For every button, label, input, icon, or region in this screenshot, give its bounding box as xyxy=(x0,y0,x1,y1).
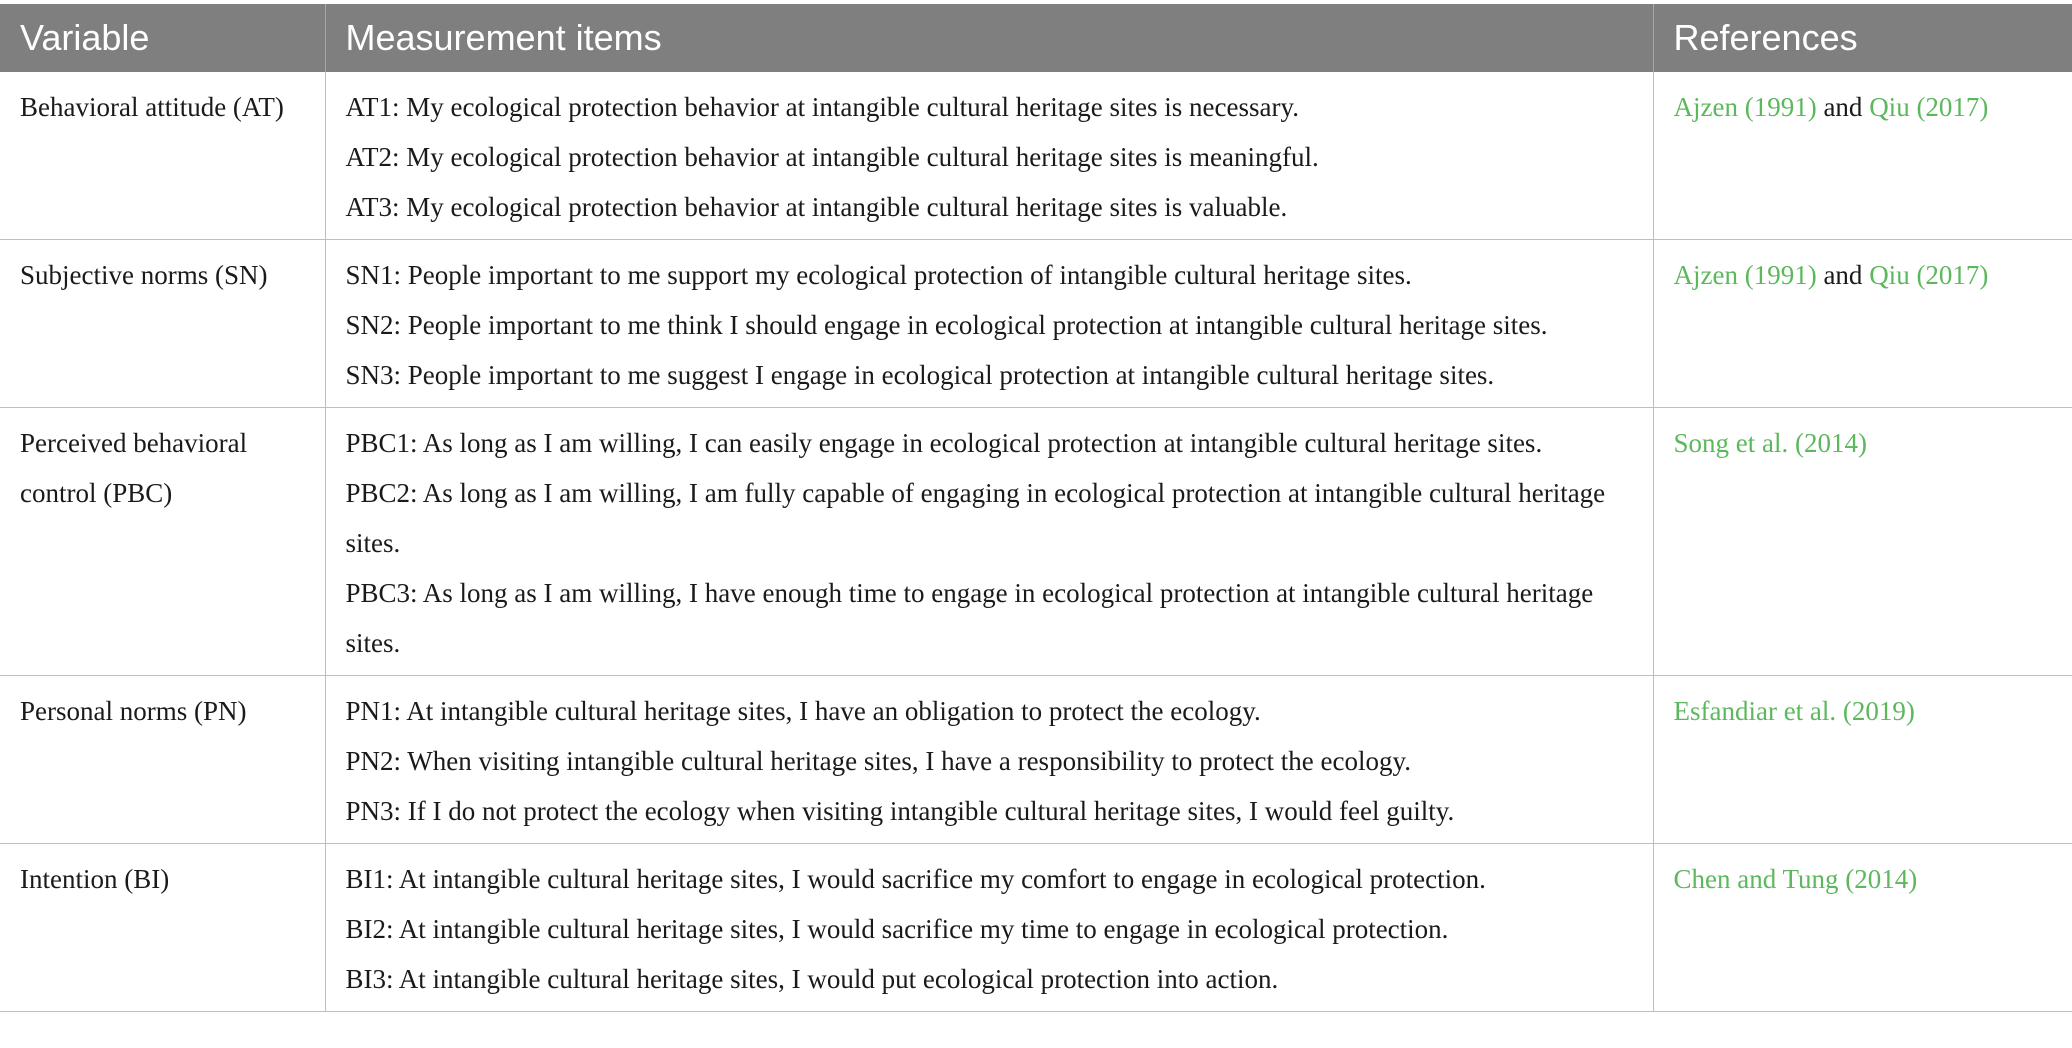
reference-link[interactable]: Esfandiar et al. (2019) xyxy=(1673,696,1915,726)
measurement-table xyxy=(0,4,2072,1012)
measurement-item: BI1: At intangible cultural heritage sites, I would sacrifice my comfort to engage in ecological protection. xyxy=(345,864,1486,894)
variable-cell: Behavioral attitude (AT) xyxy=(0,72,325,240)
measurement-item: PN3: If I do not protect the ecology when visiting intangible cultural heritage sites, I would feel guilty. xyxy=(345,796,1455,826)
references-cell xyxy=(1653,676,2072,844)
table-row xyxy=(0,408,2072,676)
variable-cell: Personal norms (PN) xyxy=(0,676,325,844)
reference-link[interactable]: Song et al. (2014) xyxy=(1673,428,1867,458)
measurement-item: AT3: My ecological protection behavior at intangible cultural heritage sites is valuable. xyxy=(345,192,1288,222)
references-cell xyxy=(1653,240,2072,408)
references-cell xyxy=(1653,408,2072,676)
measurement-item: SN2: People important to me think I should engage in ecological protection at intangible cultural heritage sites. xyxy=(345,310,1548,340)
variable-cell: Subjective norms (SN) xyxy=(0,240,325,408)
references-cell xyxy=(1653,844,2072,1012)
items-cell xyxy=(325,72,1653,240)
header-variable: Variable xyxy=(0,4,325,72)
measurement-item: PN2: When visiting intangible cultural heritage sites, I have a responsibility to protect the ecology. xyxy=(345,746,1411,776)
measurement-item: SN1: People important to me support my ecological protection of intangible cultural heritage sites. xyxy=(345,260,1412,290)
header-row xyxy=(0,4,2072,72)
measurement-item: PBC2: As long as I am willing, I am fully capable of engaging in ecological protection at intangible cultural heritage sites. xyxy=(345,478,1606,558)
references-cell xyxy=(1653,72,2072,240)
measurement-item: BI2: At intangible cultural heritage sites, I would sacrifice my time to engage in ecological protection. xyxy=(345,914,1449,944)
measurement-item: SN3: People important to me suggest I engage in ecological protection at intangible cultural heritage sites. xyxy=(345,360,1495,390)
reference-conjunction: and xyxy=(1816,92,1870,122)
table-row xyxy=(0,676,2072,844)
measurement-item: PBC1: As long as I am willing, I can easily engage in ecological protection at intangible cultural heritage sites. xyxy=(345,428,1543,458)
items-cell xyxy=(325,240,1653,408)
reference-link[interactable]: Ajzen (1991) xyxy=(1673,92,1817,122)
reference-link[interactable]: Qiu (2017) xyxy=(1869,260,1989,290)
measurement-table-container xyxy=(0,4,2072,1012)
header-measurement-items: Measurement items xyxy=(325,4,1653,72)
variable-cell: Intention (BI) xyxy=(0,844,325,1012)
table-row xyxy=(0,844,2072,1012)
measurement-item: PN1: At intangible cultural heritage sites, I have an obligation to protect the ecology. xyxy=(345,696,1261,726)
measurement-item: BI3: At intangible cultural heritage sites, I would put ecological protection into action. xyxy=(345,964,1279,994)
header-references: References xyxy=(1653,4,2072,72)
items-cell xyxy=(325,676,1653,844)
measurement-item: PBC3: As long as I am willing, I have enough time to engage in ecological protection at intangible cultural heritage sites. xyxy=(345,578,1594,658)
reference-link[interactable]: Qiu (2017) xyxy=(1869,92,1989,122)
variable-cell: Perceived behavioral control (PBC) xyxy=(0,408,325,676)
measurement-item: AT1: My ecological protection behavior at intangible cultural heritage sites is necessary. xyxy=(345,92,1299,122)
table-row xyxy=(0,240,2072,408)
reference-link[interactable]: Chen and Tung (2014) xyxy=(1673,864,1918,894)
items-cell xyxy=(325,844,1653,1012)
table-row xyxy=(0,72,2072,240)
reference-link[interactable]: Ajzen (1991) xyxy=(1673,260,1817,290)
measurement-item: AT2: My ecological protection behavior at intangible cultural heritage sites is meaningful. xyxy=(345,142,1319,172)
items-cell xyxy=(325,408,1653,676)
reference-conjunction: and xyxy=(1816,260,1870,290)
